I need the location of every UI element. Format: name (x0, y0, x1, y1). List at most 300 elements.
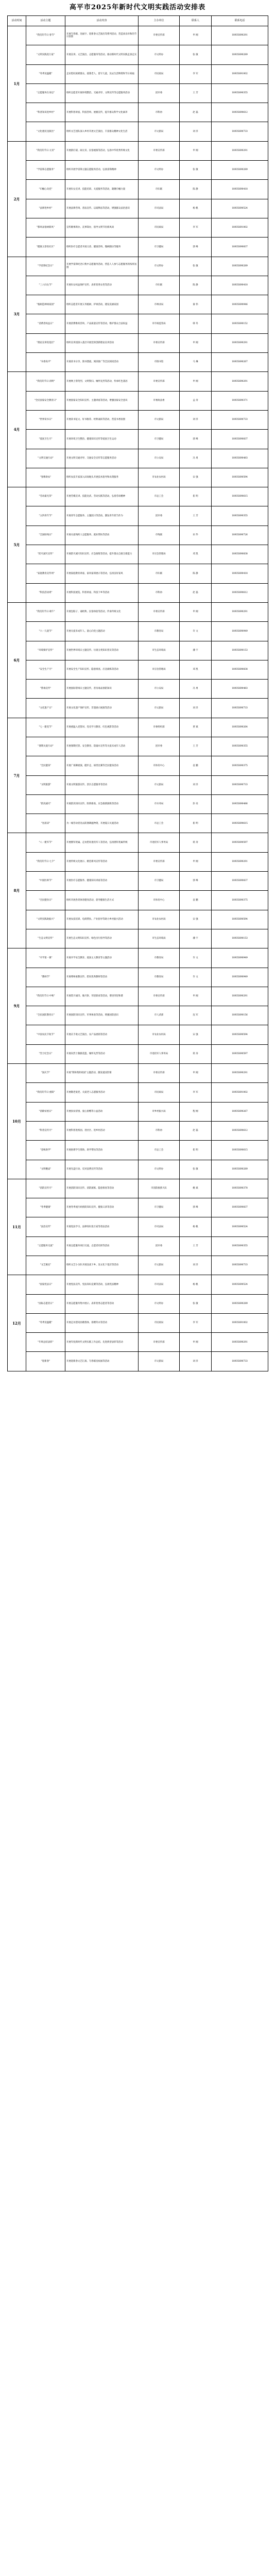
phone-cell: 18935690153 (212, 641, 268, 660)
organizer-cell: 市公安局 (139, 680, 180, 699)
table-row (8, 333, 268, 352)
organizer-cell: 市司法局 (139, 1275, 180, 1294)
phone-cell: 18935690594 (212, 468, 268, 487)
phone-cell: 18935690291 (212, 1333, 268, 1352)
activity-theme-cell: "我们的节日·端午" (26, 602, 65, 621)
activity-theme-cell: "暑期关爱行动" (26, 737, 65, 756)
contact-person-cell: 刘 洋 (180, 1352, 212, 1371)
month-cell: 9月 (8, 948, 26, 1064)
activity-content-cell: 开展关爱残疾人志愿服务、就业帮扶等活动 (65, 526, 139, 545)
activity-theme-cell: "消防宣传月" (26, 1179, 65, 1198)
organizer-cell: 市市场监管局 (139, 314, 180, 333)
activity-theme-cell: "冬季健康" (26, 1198, 65, 1217)
activity-theme-cell: "科普知识进乡村" (26, 103, 65, 122)
activity-content-cell: 开展宪法宣传、宪法知识竞赛等活动，弘扬宪法精神 (65, 1275, 139, 1294)
table-row (8, 718, 268, 737)
contact-person-cell: 杨 帆 (180, 1275, 212, 1294)
table-row (8, 353, 268, 372)
organizer-cell: 市科协 (139, 103, 180, 122)
activity-content-cell: 开展防汛知识宣传、险情排查、应急救援演练等活动 (65, 794, 139, 814)
table-row (8, 1333, 268, 1352)
activity-content-cell: 开展妇女宣讲、技能培训、关爱服务等活动，凝聚巾帼力量 (65, 180, 139, 199)
activity-content-cell: 开展光盘行动、反对浪费宣传等活动 (65, 1160, 139, 1179)
phone-cell: 18935690267 (212, 353, 268, 372)
schedule-sheet (7, 0, 268, 1371)
organizer-cell: 市教育局 (139, 968, 180, 987)
month-cell: 1月 (8, 26, 26, 142)
organizer-cell: 市教育局 (139, 622, 180, 641)
table-row (8, 103, 268, 122)
activity-theme-cell: "移风易俗树新风" (26, 218, 65, 237)
table-row (8, 1064, 268, 1083)
contact-person-cell: 邓 凯 (180, 660, 212, 679)
month-cell: 7月 (8, 718, 26, 833)
contact-person-cell: 赵 磊 (180, 583, 212, 602)
phone-cell: 18935690355 (212, 737, 268, 756)
contact-person-cell: 崔 明 (180, 814, 212, 833)
phone-cell: 18935690594 (212, 910, 268, 929)
organizer-cell: 市乡村振兴局 (139, 1102, 180, 1121)
table-row (8, 199, 268, 218)
phone-cell: 18935690946 (212, 295, 268, 314)
activity-content-cell: 开展妇女权益保护宣传、表彰优秀女性等活动 (65, 276, 139, 295)
table-row (8, 45, 268, 64)
table-row (8, 1102, 268, 1121)
month-cell: 11月 (8, 1179, 26, 1275)
column-header-organizer: 主办单位 (139, 16, 180, 26)
activity-theme-cell: "开学第一课" (26, 948, 65, 968)
activity-theme-cell: "全民健身" (26, 756, 65, 775)
phone-cell: 18935690483 (212, 680, 268, 699)
activity-theme-cell: "迎新春" (26, 1352, 65, 1371)
activity-content-cell: 开展生态文明知识宣传、绿色出行倡导等活动 (65, 929, 139, 948)
month-cell: 6月 (8, 602, 26, 718)
table-row (8, 699, 268, 718)
phone-cell: 18935690733 (212, 775, 268, 794)
contact-person-cell: 程 刚 (180, 1102, 212, 1121)
table-row (8, 295, 268, 314)
table-row (8, 468, 268, 487)
activity-content-cell: 开展科技展览、科普讲座、科技下乡等活动 (65, 583, 139, 602)
table-row (8, 1256, 268, 1275)
table-row (8, 430, 268, 449)
phone-cell: 18935690949 (212, 948, 268, 968)
activity-content-cell: 开展包粽子、诵经典、民俗体验等活动，传承传统文化 (65, 602, 139, 621)
contact-person-cell: 张 敏 (180, 161, 212, 180)
phone-cell: 18935690733 (212, 1256, 268, 1275)
activity-theme-cell: "国庆节" (26, 1064, 65, 1083)
phone-cell: 18935690291 (212, 852, 268, 871)
phone-cell: 18935690949 (212, 622, 268, 641)
column-header-time: 活动时间 (8, 16, 26, 26)
activity-theme-cell: "年终总结表彰" (26, 1333, 65, 1352)
organizer-cell: 市残联 (139, 526, 180, 545)
activity-theme-cell: "我们的节日·清明" (26, 372, 65, 391)
contact-person-cell: 申 刚 (180, 987, 212, 1006)
table-row (8, 987, 268, 1006)
contact-person-cell: 赵 磊 (180, 1121, 212, 1140)
activity-theme-cell: "学雷锋志愿服务" (26, 161, 65, 180)
header-row (8, 16, 268, 26)
organizer-cell: 市总工会 (139, 1141, 180, 1160)
activity-theme-cell: "科普宣传月" (26, 1121, 65, 1140)
phone-cell: 18935690733 (212, 1352, 268, 1371)
activity-theme-cell: "八一建军节" (26, 833, 65, 852)
contact-person-cell: 许 文 (180, 968, 212, 987)
phone-cell: 18935690615 (212, 487, 268, 506)
activity-theme-cell: "三八妇女节" (26, 276, 65, 295)
activity-theme-cell: "全国助残日" (26, 526, 65, 545)
contact-person-cell: 李 军 (180, 218, 212, 237)
activity-theme-cell: "世界读书日" (26, 410, 65, 429)
activity-theme-cell: "春耕助农" (26, 468, 65, 487)
schedule-body (8, 26, 268, 1371)
contact-person-cell: 孟 涛 (180, 391, 212, 410)
table-row (8, 545, 268, 564)
table-row (8, 449, 268, 468)
phone-cell: 18935690418 (212, 180, 268, 199)
activity-content-cell: 开展国家安全知识宣传、主题讲座等活动，增强国家安全意识 (65, 391, 139, 410)
organizer-cell: 市图书馆 (139, 353, 180, 372)
contact-person-cell: 马 琳 (180, 353, 212, 372)
table-row (8, 872, 268, 891)
organizer-cell: 市卫健局 (139, 238, 180, 257)
table-row (8, 910, 268, 929)
phone-cell: 18935690267 (212, 1102, 268, 1121)
phone-cell: 18935690371 (212, 391, 268, 410)
table-row (8, 1179, 268, 1198)
table-row (8, 257, 268, 276)
column-header-theme: 活动主题 (26, 16, 65, 26)
phone-cell: 18935690837 (212, 872, 268, 891)
table-row (8, 1352, 268, 1371)
activity-theme-cell: "文化惠民送演出" (26, 122, 65, 141)
organizer-cell: 市委宣传部 (139, 987, 180, 1006)
phone-cell: 18935690838 (212, 660, 268, 679)
activity-content-cell: 开展环境卫生整治、健康知识宣传等爱国卫生运动 (65, 430, 139, 449)
activity-theme-cell: "文明旅游" (26, 775, 65, 794)
activity-content-cell: 开展农技培训、电商帮扶、产业指导等助力乡村振兴活动 (65, 910, 139, 929)
activity-theme-cell: "消费者权益日" (26, 314, 65, 333)
organizer-cell: 市民政局 (139, 64, 180, 83)
activity-content-cell: 开展安全生产知识宣传、隐患排查、应急演练等活动 (65, 660, 139, 679)
activity-content-cell: 开展敬老爱老、关爱老人志愿服务活动 (65, 1083, 139, 1102)
activity-theme-cell: "安全生产月" (26, 660, 65, 679)
activity-content-cell: 组织志愿者开展义务植树、护绿活动，建设美丽家园 (65, 295, 139, 314)
contact-person-cell: 邓 凯 (180, 545, 212, 564)
contact-person-cell: 李 军 (180, 1313, 212, 1332)
organizer-cell: 市林业局 (139, 295, 180, 314)
activity-theme-cell: "金秋助学" (26, 1141, 65, 1160)
activity-theme-cell: "教师节" (26, 968, 65, 987)
table-row (8, 814, 268, 833)
month-cell: 8月 (8, 833, 26, 948)
contact-person-cell: 郭 峰 (180, 872, 212, 891)
organizer-cell: 市卫健局 (139, 872, 180, 891)
activity-theme-cell: "文明交通行动" (26, 449, 65, 468)
table-row (8, 141, 268, 160)
phone-cell: 18935690291 (212, 141, 268, 160)
table-row (8, 891, 268, 910)
contact-person-cell: 申 刚 (180, 852, 212, 871)
table-row (8, 1313, 268, 1332)
phone-cell: 18935690615 (212, 814, 268, 833)
table-row (8, 64, 268, 83)
contact-person-cell: 郭 峰 (180, 430, 212, 449)
organizer-cell: 市司法局 (139, 1217, 180, 1236)
contact-person-cell: 崔 明 (180, 1141, 212, 1160)
activity-content-cell: 开展宣讲、文艺演出、志愿服务等活动，推动新时代文明实践走深走实 (65, 45, 139, 64)
activity-content-cell: 开展开学安全教育、爱国主义教育等主题活动 (65, 948, 139, 968)
activity-content-cell: 开展走访慰问困难群体、捐赠冬衣等活动 (65, 1313, 139, 1332)
organizer-cell: 市消防救援大队 (139, 1179, 180, 1198)
contact-person-cell: 刘 洋 (180, 122, 212, 141)
activity-theme-cell: "送清凉" (26, 814, 65, 833)
month-cell: 4月 (8, 372, 26, 487)
activity-content-cell: 开展消防知识宣传、消防演练、隐患排查等活动 (65, 1179, 139, 1198)
phone-cell: 18935690838 (212, 545, 268, 564)
phone-cell: 18935690733 (212, 410, 268, 429)
column-header-content: 活动内容 (65, 16, 139, 26)
organizer-cell: 市文旅局 (139, 699, 180, 718)
activity-content-cell: 开展学雷锋纪念日集中志愿服务活动，营造人人参与志愿服务的浓厚氛围 (65, 257, 139, 276)
activity-theme-cell: "国际志愿者日" (26, 1294, 65, 1313)
activity-content-cell: 开展关爱未成年人、童心向党主题活动 (65, 622, 139, 641)
contact-person-cell: 刘 洋 (180, 1256, 212, 1275)
activity-theme-cell: "健康义诊进社区" (26, 238, 65, 257)
activity-content-cell: 开展劳模宣讲、技能比武、劳动实践等活动，弘扬劳动精神 (65, 487, 139, 506)
activity-theme-cell: "全民国家安全教育日" (26, 391, 65, 410)
table-row (8, 238, 268, 257)
organizer-cell: 市民政局 (139, 1313, 180, 1332)
activity-content-cell: 开展暑期托管、安全教育、防溺水宣传等关爱未成年人活动 (65, 737, 139, 756)
organizer-cell: 团市委 (139, 1236, 180, 1256)
activity-theme-cell: "我们的节日·中秋" (26, 987, 65, 1006)
organizer-cell: 市妇联 (139, 564, 180, 583)
contact-person-cell: 冯 勇 (180, 449, 212, 468)
table-row (8, 737, 268, 756)
phone-cell: 18935690486 (212, 794, 268, 814)
table-row (8, 833, 268, 852)
activity-content-cell: 开展医疗志愿服务、健康知识讲座等活动 (65, 872, 139, 891)
activity-content-cell: 开展冬季流行病预防知识宣传、健康义诊等活动 (65, 1198, 139, 1217)
phone-cell: 18935690612 (212, 103, 268, 122)
activity-theme-cell: "生态文明宣传" (26, 929, 65, 948)
activity-content-cell: 开展扶贫济困、爱心捐赠等公益活动 (65, 1102, 139, 1121)
contact-person-cell: 秦 伟 (180, 295, 212, 314)
phone-cell: 18935690524 (212, 1275, 268, 1294)
activity-theme-cell: "我们的节日·春节" (26, 26, 65, 45)
contact-person-cell: 张 敏 (180, 45, 212, 64)
activity-theme-cell: "烈士纪念日" (26, 1044, 65, 1063)
organizer-cell: 市农业农村局 (139, 910, 180, 929)
table-row (8, 506, 268, 526)
phone-cell: 18935690418 (212, 564, 268, 583)
table-row (8, 1006, 268, 1025)
activity-theme-cell: "国家宪法日" (26, 1275, 65, 1294)
contact-person-cell: 蒋 涛 (180, 833, 212, 852)
contact-person-cell: 陈 静 (180, 276, 212, 295)
activity-content-cell: 开展传统文化展示、婚恋新风宣传等活动 (65, 852, 139, 871)
month-cell: 5月 (8, 487, 26, 603)
phone-cell: 18935690289 (212, 161, 268, 180)
activity-content-cell: 开展拥军优属、走访慰问退役军人等活动，弘扬拥军优属传统 (65, 833, 139, 852)
phone-cell: 18935690418 (212, 276, 268, 295)
phone-cell: 18935690733 (212, 699, 268, 718)
organizer-cell: 市退役军人事务局 (139, 1044, 180, 1063)
phone-cell: 18935691002 (212, 1083, 268, 1102)
phone-cell: 18935690153 (212, 929, 268, 948)
activity-theme-cell: "中国医师节" (26, 872, 65, 891)
table-row (8, 276, 268, 295)
table-row (8, 1217, 268, 1236)
table-row (8, 1275, 268, 1294)
phone-cell: 18935690837 (212, 238, 268, 257)
activity-content-cell: 组织医疗志愿者开展义诊、健康咨询、慢病随访等服务 (65, 238, 139, 257)
activity-content-cell: 开展向烈士敬献花篮、缅怀先烈等活动 (65, 1044, 139, 1063)
activity-theme-cell: "植树造林绿家园" (26, 295, 65, 314)
table-row (8, 526, 268, 545)
activity-content-cell: 组织农技专家深入田间地头开展技术指导和农资服务 (65, 468, 139, 487)
phone-cell: 18935690291 (212, 987, 268, 1006)
activity-content-cell: 开展文明旅游宣传、景区志愿服务等活动 (65, 775, 139, 794)
phone-cell: 18935690378 (212, 1179, 268, 1198)
activity-theme-cell: "全民国防教育日" (26, 1006, 65, 1025)
contact-person-cell: 赵 磊 (180, 103, 212, 122)
activity-theme-cell: "全民健身日" (26, 891, 65, 910)
contact-person-cell: 刘 洋 (180, 699, 212, 718)
table-row (8, 122, 268, 141)
contact-person-cell: 王 芳 (180, 506, 212, 526)
contact-person-cell: 宋 强 (180, 468, 212, 487)
activity-content-cell: 开展赏月诵诗、做月饼、邻里联欢等活动，增进邻里和谐 (65, 987, 139, 1006)
organizer-cell: 市卫健局 (139, 1198, 180, 1217)
organizer-cell: 市妇联 (139, 180, 180, 199)
table-row (8, 314, 268, 333)
activity-theme-cell: "文艺惠民" (26, 1256, 65, 1275)
contact-person-cell: 潘 宇 (180, 929, 212, 948)
activity-content-cell: 开展文化遗产保护宣传、非遗展示展演等活动 (65, 699, 139, 718)
activity-content-cell: 开展年度新时代文明实践工作总结、先进典型表彰等活动 (65, 1333, 139, 1352)
contact-person-cell: 许 文 (180, 948, 212, 968)
table-row (8, 1198, 268, 1217)
contact-person-cell: 刘 洋 (180, 410, 212, 429)
organizer-cell: 市文明办 (139, 1160, 180, 1179)
organizer-cell: 市委宣传部 (139, 141, 180, 160)
organizer-cell: 市卫健局 (139, 430, 180, 449)
table-row (8, 775, 268, 794)
contact-person-cell: 杨 帆 (180, 1217, 212, 1236)
activity-theme-cell: "法律进乡村" (26, 199, 65, 218)
organizer-cell: 市教育局 (139, 948, 180, 968)
organizer-cell: 市文旅局 (139, 1256, 180, 1275)
activity-content-cell: 组织宣讲团深入基层开展党的创新理论宣讲活动 (65, 333, 139, 352)
table-row (8, 602, 268, 621)
activity-theme-cell: "家庭教育宣传周" (26, 564, 65, 583)
activity-content-cell: 开展家庭教育讲座、家风家训展示等活动，弘扬良好家风 (65, 564, 139, 583)
organizer-cell: 市委宣传部 (139, 372, 180, 391)
contact-person-cell: 田 华 (180, 526, 212, 545)
phone-cell: 18935690524 (212, 1217, 268, 1236)
organizer-cell: 市文旅局 (139, 410, 180, 429)
contact-person-cell: 申 刚 (180, 1064, 212, 1083)
table-row (8, 1025, 268, 1044)
table-row (8, 161, 268, 180)
phone-cell: 18935690615 (212, 1141, 268, 1160)
activity-theme-cell: "志愿服务在身边" (26, 83, 65, 103)
activity-content-cell: 开展科普进校园、进社区、进乡村活动 (65, 1121, 139, 1140)
organizer-cell: 市民政局 (139, 1083, 180, 1102)
activity-theme-cell: "巾帼心向党" (26, 180, 65, 199)
phone-cell: 18935690597 (212, 1044, 268, 1063)
activity-content-cell: 开展庆丰收文艺演出、农产品展销等活动 (65, 1025, 139, 1044)
contact-person-cell: 杨 帆 (180, 199, 212, 218)
activity-theme-cell: "中国农民丰收节" (26, 1025, 65, 1044)
phone-cell: 18935690612 (212, 1121, 268, 1140)
organizer-cell: 团市委 (139, 83, 180, 103)
phone-cell: 18935690355 (212, 83, 268, 103)
contact-person-cell: 张 敏 (180, 1160, 212, 1179)
phone-cell: 18935690726 (212, 526, 268, 545)
phone-cell: 18935690289 (212, 45, 268, 64)
table-row (8, 83, 268, 103)
organizer-cell: 团市委 (139, 506, 180, 526)
activity-theme-cell: "我们的节日·七夕" (26, 852, 65, 871)
contact-person-cell: 申 刚 (180, 141, 212, 160)
phone-cell: 18935690291 (212, 26, 268, 45)
table-row (8, 1236, 268, 1256)
organizer-cell: 市司法局 (139, 199, 180, 218)
organizer-cell: 市水务局 (139, 794, 180, 814)
table-row (8, 968, 268, 987)
phone-cell: 18935690597 (212, 833, 268, 852)
activity-content-cell: 开展"我和我的祖国"主题活动，激发爱国热情 (65, 1064, 139, 1083)
contact-person-cell: 王 芳 (180, 737, 212, 756)
activity-theme-cell: "志愿服务交流" (26, 1236, 65, 1256)
activity-content-cell: 组织开展各类体育健身活动，倡导健康生活方式 (65, 891, 139, 910)
activity-content-cell: 走访慰问困难群众、孤寡老人、留守儿童，送去生活物资和节日祝福 (65, 64, 139, 83)
contact-person-cell: 郭 峰 (180, 1198, 212, 1217)
schedule-table (7, 15, 268, 1371)
table-row (8, 26, 268, 45)
phone-cell: 18935690289 (212, 1294, 268, 1313)
phone-cell: 18935690594 (212, 1025, 268, 1044)
month-cell: 3月 (8, 257, 26, 372)
activity-theme-cell: "禁毒宣传" (26, 680, 65, 699)
organizer-cell: 市委政法委 (139, 391, 180, 410)
activity-content-cell: 开展志愿服务集中展示、表彰优秀志愿者等活动 (65, 1294, 139, 1313)
organizer-cell: 市农业农村局 (139, 1025, 180, 1044)
table-row (8, 391, 268, 410)
activity-content-cell: 组织文艺小分队开展送戏下乡、送文化下基层等活动 (65, 1256, 139, 1275)
activity-theme-cell: "理论宣讲进基层" (26, 333, 65, 352)
organizer-cell: 市总工会 (139, 487, 180, 506)
activity-theme-cell: "文明实践助振兴" (26, 910, 65, 929)
organizer-cell: 市科协 (139, 583, 180, 602)
phone-cell: 18935690291 (212, 372, 268, 391)
organizer-cell: 市文明办 (139, 45, 180, 64)
activity-content-cell: 宣传婚事新办、丧事简办，倡导文明节俭新风尚 (65, 218, 139, 237)
contact-person-cell: 贾 斌 (180, 718, 212, 737)
contact-person-cell: 张 敏 (180, 1294, 212, 1313)
activity-content-cell: 开展宪法学习、法律知识进万家等普法活动 (65, 1217, 139, 1236)
table-row (8, 372, 268, 391)
contact-person-cell: 陈 静 (180, 564, 212, 583)
activity-theme-cell: "文明餐桌" (26, 1160, 65, 1179)
activity-theme-cell: "爱国卫生月" (26, 430, 65, 449)
contact-person-cell: 陈 静 (180, 180, 212, 199)
month-cell: 10月 (8, 1064, 26, 1179)
